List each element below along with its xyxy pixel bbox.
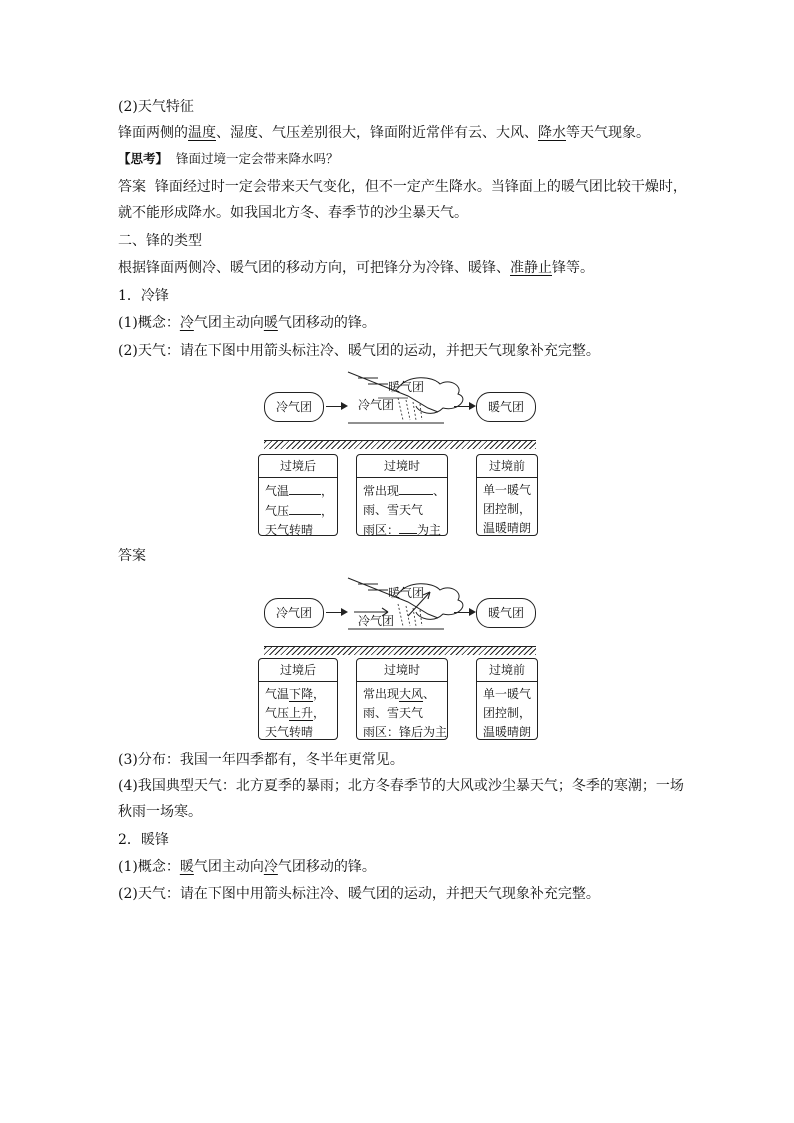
warm-air-mass-cloud: 暖气团: [476, 392, 536, 422]
rain-area-answer: 锋后: [399, 725, 424, 739]
right-arrow-icon: [454, 612, 474, 613]
pressure-answer: 上升: [289, 706, 314, 720]
cold-air-label: 冷气团: [358, 614, 395, 628]
after-passage-box-answer: 过境后 气温下降， 气压上升， 天气转晴: [258, 658, 338, 740]
warm-air-label: 暖气团: [388, 586, 425, 600]
features-paragraph: 锋面两侧的温度、湿度、气压差别很大，锋面附近常伴有云、大风、降水等天气现象。: [118, 125, 650, 141]
rain-snow-label: 雨、雪天气: [363, 503, 424, 517]
warm-front-title: 2．暖锋: [118, 832, 169, 848]
heading-front-types: 二、锋的类型: [118, 233, 202, 249]
types-paragraph: 根据锋面两侧冷、暖气团的移动方向，可把锋分为冷锋、暖锋、准静止锋等。: [118, 260, 594, 276]
cold-front-diagram-answer: [258, 574, 538, 744]
rain-area-label: 雨区：: [363, 523, 400, 537]
ground-hatch: [264, 646, 536, 655]
cold-air-label: 冷气团: [358, 398, 395, 412]
weather-clear-label: 天气转晴: [265, 523, 314, 537]
answer-line1: 答案 锋面经过时一定会带来天气变化，但不一定产生降水。当锋面上的暖气团比较干燥时，: [118, 179, 687, 195]
cold-concept: (1)概念：冷气团主动向暖气团移动的锋。: [118, 315, 376, 331]
warm-air-mass-cloud: 暖气团: [476, 598, 536, 628]
warm-weather-instruction: (2)天气：请在下图中用箭头标注冷、暖气团的运动，并把天气现象补充完整。: [118, 886, 600, 902]
after-passage-box: 过境后 气温 ， 气压 ， 天气转晴: [258, 454, 338, 536]
typical-weather-line1: (4)我国典型天气：北方夏季的暴雨；北方冬春季节的大风或沙尘暴天气；冬季的寒潮；一场: [118, 778, 684, 794]
cold-weather-instruction: (2)天气：请在下图中用箭头标注冷、暖气团的运动，并把天气现象补充完整。: [118, 343, 600, 359]
think-question: 【思考】 锋面过境一定会带来降水吗？: [118, 151, 339, 166]
cold-air-mass-cloud: 冷气团: [264, 392, 324, 422]
after-passage-title: 过境后: [259, 455, 337, 478]
temp-answer: 下降: [289, 687, 314, 701]
ground-hatch: [264, 440, 536, 449]
answer-label-diagram: 答案: [118, 548, 146, 564]
warm-concept: (1)概念：暖气团主动向冷气团移动的锋。: [118, 859, 376, 875]
warm-air-label: 暖气团: [388, 380, 425, 394]
temp-label: 气温: [265, 484, 290, 498]
typical-weather-line2: 秋雨一场寒。: [118, 804, 202, 820]
during-passage-title: 过境时: [357, 455, 447, 478]
distribution-paragraph: (3)分布：我国一年四季都有，冬半年更常见。: [118, 752, 404, 768]
appear-label: 常出现: [363, 484, 400, 498]
answer-line2: 就不能形成降水。如我国北方冬、春季节的沙尘暴天气。: [118, 205, 468, 221]
wind-answer: 大风: [399, 687, 424, 701]
during-passage-box-answer: 过境时 常出现大风、 雨、雪天气 雨区：锋后为主: [356, 658, 448, 740]
pressure-label: 气压: [265, 504, 290, 518]
right-arrow-icon: [454, 406, 474, 407]
cold-front-title: 1．冷锋: [118, 288, 169, 304]
right-arrow-icon: [326, 406, 346, 407]
during-passage-box: 过境时 常出现 、 雨、雪天气 雨区： 为主: [356, 454, 448, 536]
cold-front-diagram-question: [258, 368, 538, 538]
cold-air-mass-cloud: 冷气团: [264, 598, 324, 628]
section-title-weather-features: (2)天气特征: [118, 99, 194, 115]
before-passage-box: 过境前 单一暖气 团控制， 温暖晴朗: [476, 454, 538, 536]
before-passage-box-answer: 过境前 单一暖气 团控制， 温暖晴朗: [476, 658, 538, 740]
before-passage-title: 过境前: [477, 455, 537, 478]
right-arrow-icon: [326, 612, 346, 613]
